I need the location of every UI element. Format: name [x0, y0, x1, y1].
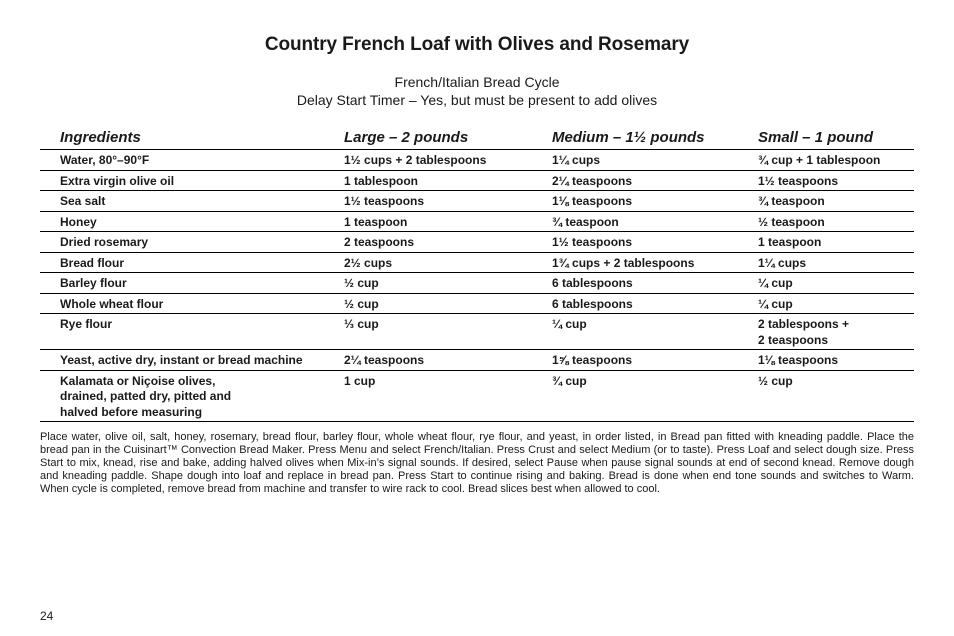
ingredients-table	[40, 128, 914, 422]
ingredient-name: Water, 80°–90°F	[40, 150, 344, 171]
page-title: Country French Loaf with Olives and Rosemary	[264, 34, 690, 55]
large-amount: ½ cup	[344, 273, 552, 294]
small-amount: 1⅛ teaspoons	[758, 350, 914, 371]
ingredient-name: Whole wheat flour	[40, 293, 344, 314]
large-amount: 1 tablespoon	[344, 170, 552, 191]
medium-amount: ¾ cup	[552, 370, 758, 422]
medium-amount: 6 tablespoons	[552, 293, 758, 314]
header-medium: Medium – 1½ pounds	[552, 128, 758, 150]
medium-amount: ¾ teaspoon	[552, 211, 758, 232]
large-amount: 2½ cups	[344, 252, 552, 273]
small-amount: ¾ cup + 1 tablespoon	[758, 150, 914, 171]
small-amount: 1 teaspoon	[758, 232, 914, 253]
ingredient-name: Dried rosemary	[40, 232, 344, 253]
table-row	[40, 370, 914, 422]
table-row	[40, 150, 914, 171]
ingredient-name: Kalamata or Niçoise olives, drained, patted dry, pitted and halved before measuring	[40, 370, 344, 422]
large-amount: ½ cup	[344, 293, 552, 314]
small-amount: ½ cup	[758, 370, 914, 422]
large-amount: 1 teaspoon	[344, 211, 552, 232]
page-number: 24	[40, 609, 54, 623]
small-amount: ¼ cup	[758, 293, 914, 314]
table-row	[40, 314, 914, 350]
cycle-subtitle: French/Italian Bread Cycle	[394, 74, 560, 90]
table-row	[40, 211, 914, 232]
large-amount: 2¼ teaspoons	[344, 350, 552, 371]
header-small: Small – 1 pound	[758, 128, 914, 150]
medium-amount: 1¼ cups	[552, 150, 758, 171]
large-amount: 1½ teaspoons	[344, 191, 552, 212]
medium-amount: ¼ cup	[552, 314, 758, 350]
medium-amount: 1⅛ teaspoons	[552, 191, 758, 212]
ingredient-name: Sea salt	[40, 191, 344, 212]
small-amount: 2 tablespoons + 2 teaspoons	[758, 314, 914, 350]
medium-amount: 1¾ cups + 2 tablespoons	[552, 252, 758, 273]
delay-timer-subtitle: Delay Start Timer – Yes, but must be present to add olives	[296, 92, 658, 108]
small-amount: ¼ cup	[758, 273, 914, 294]
large-amount: ⅓ cup	[344, 314, 552, 350]
ingredient-name: Bread flour	[40, 252, 344, 273]
ingredient-name: Extra virgin olive oil	[40, 170, 344, 191]
ingredient-name: Barley flour	[40, 273, 344, 294]
table-header-row	[40, 128, 914, 150]
small-amount: 1½ teaspoons	[758, 170, 914, 191]
header-large: Large – 2 pounds	[344, 128, 552, 150]
table-row	[40, 191, 914, 212]
table-row	[40, 273, 914, 294]
table-row	[40, 252, 914, 273]
medium-amount: 2¼ teaspoons	[552, 170, 758, 191]
header-ingredients: Ingredients	[40, 128, 344, 150]
small-amount: 1¼ cups	[758, 252, 914, 273]
ingredient-name: Yeast, active dry, instant or bread machine	[40, 350, 344, 371]
table-row	[40, 170, 914, 191]
instructions-paragraph: Place water, olive oil, salt, honey, rosemary, bread flour, barley flour, whole wheat flour, rye flour, and yeast, in order listed, in Bread pan fitted with kneading paddle. Place the bread pan in the Cuisinart™ Convection Bread Maker. Press Menu and select French/Italian. Press Crust and select Medium (or to taste). Press Loaf and select dough size. Press Start to mix, knead, rise and bake, adding halved olives when Mix-in’s signal sounds. If desired, select Pause when pause signal sounds at end of second knead. Remove dough and kneading paddle. Shape dough into loaf and replace in bread pan. Press Start to continue rising and baking. Bread is done when end tone sounds and switches to Warm. When cycle is completed, remove bread from machine and transfer to wire rack to cool. Bread slices best when allowed to cool.	[40, 431, 914, 495]
small-amount: ¾ teaspoon	[758, 191, 914, 212]
medium-amount: 1⅝ teaspoons	[552, 350, 758, 371]
table-row	[40, 350, 914, 371]
large-amount: 1½ cups + 2 tablespoons	[344, 150, 552, 171]
large-amount: 2 teaspoons	[344, 232, 552, 253]
medium-amount: 6 tablespoons	[552, 273, 758, 294]
ingredient-name: Rye flour	[40, 314, 344, 350]
medium-amount: 1½ teaspoons	[552, 232, 758, 253]
table-row	[40, 293, 914, 314]
ingredient-name: Honey	[40, 211, 344, 232]
table-row	[40, 232, 914, 253]
small-amount: ½ teaspoon	[758, 211, 914, 232]
large-amount: 1 cup	[344, 370, 552, 422]
